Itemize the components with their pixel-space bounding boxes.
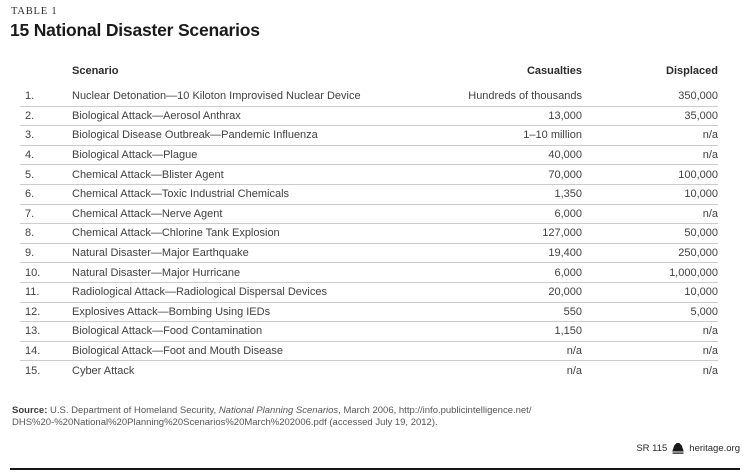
source-line-2: DHS%20-%20National%20Planning%20Scenarios%20March%202006.pdf (accessed July 19, 2012). (12, 416, 438, 428)
row-scenario: Natural Disaster—Major Earthquake (72, 247, 249, 260)
row-displaced: 10,000 (684, 188, 718, 201)
row-displaced: 50,000 (684, 227, 718, 240)
table-row (20, 303, 718, 323)
row-scenario: Chemical Attack—Nerve Agent (72, 207, 223, 220)
row-casualties: Hundreds of thousands (468, 90, 582, 103)
row-scenario: Chemical Attack—Toxic Industrial Chemicals (72, 188, 290, 201)
row-number: 2. (25, 109, 35, 122)
row-casualties: 1,350 (554, 188, 582, 201)
row-number: 5. (25, 168, 35, 181)
table-row (20, 126, 718, 146)
row-casualties: n/a (566, 345, 582, 358)
table-row (20, 87, 718, 107)
heritage-bell-icon (672, 443, 684, 454)
row-casualties: n/a (566, 365, 582, 378)
row-casualties: 6,000 (554, 207, 582, 220)
header-displaced: Displaced (666, 65, 718, 77)
table-row (20, 165, 718, 185)
row-casualties: 6,000 (554, 266, 582, 279)
row-scenario: Nuclear Detonation—10 Kiloton Improvised Nuclear Device (72, 90, 361, 103)
row-number: 1. (25, 90, 35, 103)
row-scenario: Natural Disaster—Major Hurricane (72, 266, 241, 279)
row-displaced: n/a (702, 207, 718, 220)
row-casualties: 20,000 (548, 286, 582, 299)
source-label: Source: (12, 405, 48, 416)
row-displaced: n/a (702, 129, 718, 142)
row-displaced: 350,000 (678, 90, 718, 103)
row-displaced: 10,000 (684, 286, 718, 299)
row-number: 4. (25, 149, 35, 162)
header-scenario: Scenario (72, 65, 119, 77)
table-row (20, 322, 718, 342)
source-line-1 (12, 405, 732, 417)
table-row (20, 342, 718, 362)
row-scenario: Chemical Attack—Chlorine Tank Explosion (72, 227, 280, 240)
table-row (20, 146, 718, 166)
row-scenario: Explosives Attack—Bombing Using IEDs (72, 305, 271, 318)
row-number: 15. (25, 365, 41, 378)
row-scenario: Biological Attack—Foot and Mouth Disease (72, 345, 283, 358)
site-label: heritage.org (689, 443, 740, 454)
row-number: 3. (25, 129, 35, 142)
table-row (20, 263, 718, 283)
table-label: TABLE 1 (11, 6, 58, 17)
row-casualties: 1,150 (554, 325, 582, 338)
source-text: U.S. Department of Homeland Security, (47, 405, 219, 416)
row-displaced: 35,000 (684, 109, 718, 122)
table-row (20, 224, 718, 244)
page-footer (636, 443, 740, 454)
disaster-scenarios-table (20, 55, 718, 381)
row-displaced: 1,000,000 (669, 266, 718, 279)
row-displaced: n/a (702, 325, 718, 338)
source-note (12, 405, 732, 428)
row-scenario: Biological Attack—Aerosol Anthrax (72, 109, 241, 122)
row-displaced: n/a (702, 149, 718, 162)
row-number: 12. (25, 305, 41, 318)
bottom-rule (10, 468, 740, 470)
table-row (20, 283, 718, 303)
report-id: SR 115 (636, 443, 668, 454)
row-casualties: 1–10 million (523, 129, 582, 142)
row-casualties: 13,000 (548, 109, 582, 122)
row-number: 6. (25, 188, 35, 201)
row-number: 7. (25, 207, 35, 220)
row-displaced: 100,000 (678, 168, 718, 181)
row-displaced: n/a (702, 365, 718, 378)
row-scenario: Chemical Attack—Blister Agent (72, 168, 224, 181)
row-number: 9. (25, 247, 35, 260)
row-casualties: 40,000 (548, 149, 582, 162)
row-scenario: Radiological Attack—Radiological Dispersal Devices (72, 286, 327, 299)
row-scenario: Biological Disease Outbreak—Pandemic Influenza (72, 129, 318, 142)
row-scenario: Biological Attack—Plague (72, 149, 198, 162)
row-number: 10. (25, 266, 41, 279)
row-displaced: 5,000 (690, 305, 718, 318)
row-casualties: 550 (563, 305, 582, 318)
row-casualties: 70,000 (548, 168, 582, 181)
row-casualties: 127,000 (542, 227, 582, 240)
source-italic-title: National Planning Scenarios (218, 405, 339, 416)
table-row (20, 185, 718, 205)
row-scenario: Cyber Attack (72, 365, 135, 378)
table-row (20, 244, 718, 264)
row-displaced: 250,000 (678, 247, 718, 260)
row-number: 14. (25, 345, 41, 358)
table-row (20, 205, 718, 225)
table-row (20, 361, 718, 381)
row-scenario: Biological Attack—Food Contamination (72, 325, 263, 338)
source-text-after: , March 2006, http://info.publicintelligence.net/ (338, 405, 532, 416)
table-header-row (20, 55, 718, 87)
row-displaced: n/a (702, 345, 718, 358)
page-title: 15 National Disaster Scenarios (10, 20, 260, 40)
table-body (20, 87, 718, 381)
row-number: 11. (25, 286, 40, 299)
row-casualties: 19,400 (548, 247, 582, 260)
header-casualties: Casualties (526, 65, 582, 77)
row-number: 8. (25, 227, 35, 240)
table-row (20, 107, 718, 127)
row-number: 13. (25, 325, 41, 338)
